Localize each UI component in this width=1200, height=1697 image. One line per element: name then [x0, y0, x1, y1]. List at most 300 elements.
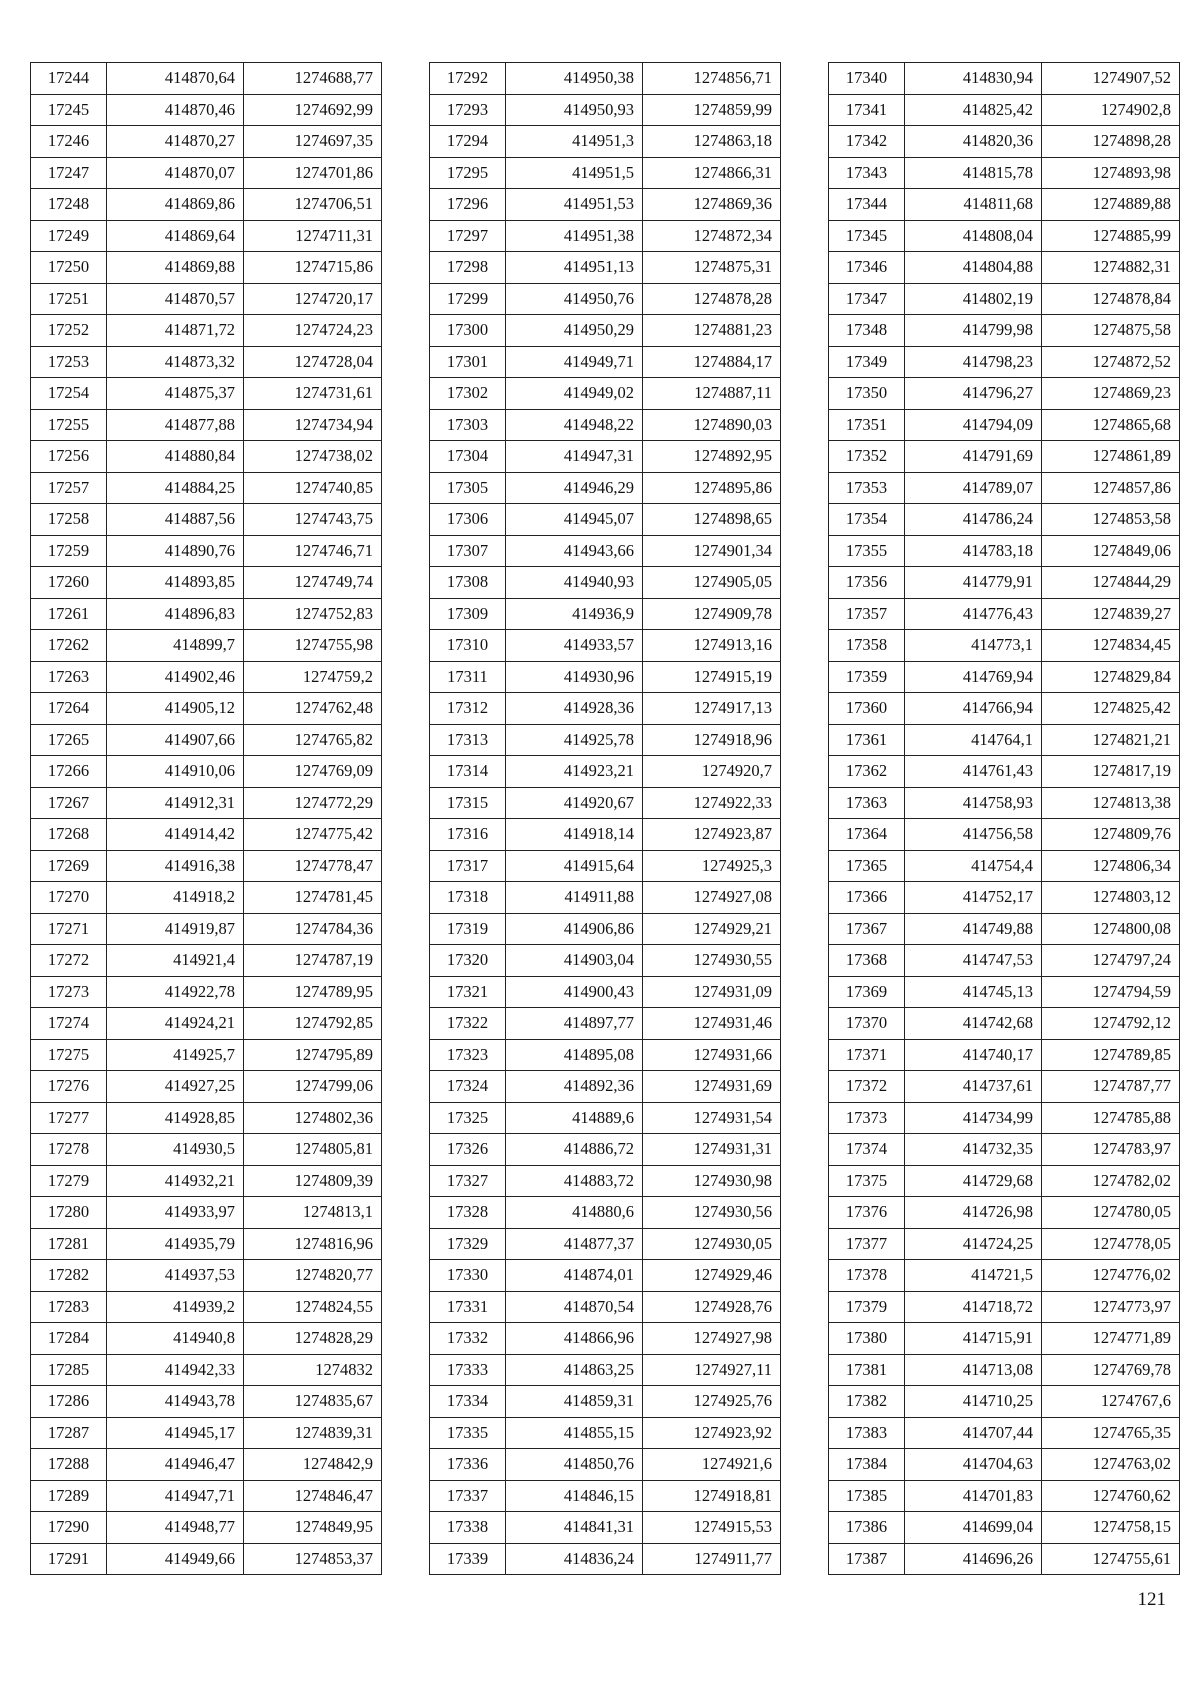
- y-coordinate-cell: 1274930,55: [643, 945, 781, 977]
- table-row: [31, 535, 382, 567]
- table-row: [31, 94, 382, 126]
- point-number-cell: 17299: [430, 283, 506, 315]
- x-coordinate-cell: 414949,66: [107, 1543, 244, 1575]
- x-coordinate-cell: 414699,04: [905, 1512, 1042, 1544]
- point-number-cell: 17378: [829, 1260, 905, 1292]
- table-row: [31, 1071, 382, 1103]
- y-coordinate-cell: 1274763,02: [1042, 1449, 1180, 1481]
- y-coordinate-cell: 1274706,51: [244, 189, 382, 221]
- y-coordinate-cell: 1274720,17: [244, 283, 382, 315]
- y-coordinate-cell: 1274921,6: [643, 1449, 781, 1481]
- table-row: [829, 189, 1180, 221]
- y-coordinate-cell: 1274769,78: [1042, 1354, 1180, 1386]
- x-coordinate-cell: 414874,01: [506, 1260, 643, 1292]
- table-row: [430, 346, 781, 378]
- x-coordinate-cell: 414855,15: [506, 1417, 643, 1449]
- x-coordinate-cell: 414870,07: [107, 157, 244, 189]
- point-number-cell: 17332: [430, 1323, 506, 1355]
- table-row: [829, 598, 1180, 630]
- table-row: [430, 850, 781, 882]
- y-coordinate-cell: 1274711,31: [244, 220, 382, 252]
- y-coordinate-cell: 1274898,65: [643, 504, 781, 536]
- point-number-cell: 17257: [31, 472, 107, 504]
- x-coordinate-cell: 414737,61: [905, 1071, 1042, 1103]
- x-coordinate-cell: 414732,35: [905, 1134, 1042, 1166]
- y-coordinate-cell: 1274849,95: [244, 1512, 382, 1544]
- point-number-cell: 17381: [829, 1354, 905, 1386]
- x-coordinate-cell: 414715,91: [905, 1323, 1042, 1355]
- x-coordinate-cell: 414850,76: [506, 1449, 643, 1481]
- x-coordinate-cell: 414905,12: [107, 693, 244, 725]
- point-number-cell: 17360: [829, 693, 905, 725]
- point-number-cell: 17244: [31, 63, 107, 95]
- x-coordinate-cell: 414890,76: [107, 535, 244, 567]
- x-coordinate-cell: 414921,4: [107, 945, 244, 977]
- x-coordinate-cell: 414761,43: [905, 756, 1042, 788]
- point-number-cell: 17270: [31, 882, 107, 914]
- x-coordinate-cell: 414902,46: [107, 661, 244, 693]
- x-coordinate-cell: 414950,93: [506, 94, 643, 126]
- y-coordinate-cell: 1274930,98: [643, 1165, 781, 1197]
- table-row: [430, 787, 781, 819]
- table-row: [31, 346, 382, 378]
- point-number-cell: 17338: [430, 1512, 506, 1544]
- point-number-cell: 17262: [31, 630, 107, 662]
- table-row: [31, 1134, 382, 1166]
- x-coordinate-cell: 414870,27: [107, 126, 244, 158]
- point-number-cell: 17380: [829, 1323, 905, 1355]
- point-number-cell: 17273: [31, 976, 107, 1008]
- point-number-cell: 17308: [430, 567, 506, 599]
- y-coordinate-cell: 1274785,88: [1042, 1102, 1180, 1134]
- y-coordinate-cell: 1274898,28: [1042, 126, 1180, 158]
- point-number-cell: 17356: [829, 567, 905, 599]
- point-number-cell: 17354: [829, 504, 905, 536]
- y-coordinate-cell: 1274795,89: [244, 1039, 382, 1071]
- table-row: [829, 315, 1180, 347]
- x-coordinate-cell: 414896,83: [107, 598, 244, 630]
- point-number-cell: 17293: [430, 94, 506, 126]
- y-coordinate-cell: 1274929,46: [643, 1260, 781, 1292]
- x-coordinate-cell: 414906,86: [506, 913, 643, 945]
- point-number-cell: 17335: [430, 1417, 506, 1449]
- table-row: [31, 378, 382, 410]
- table-row: [829, 945, 1180, 977]
- y-coordinate-cell: 1274856,71: [643, 63, 781, 95]
- x-coordinate-cell: 414796,27: [905, 378, 1042, 410]
- y-coordinate-cell: 1274866,31: [643, 157, 781, 189]
- point-number-cell: 17250: [31, 252, 107, 284]
- x-coordinate-cell: 414752,17: [905, 882, 1042, 914]
- table-row: [31, 283, 382, 315]
- y-coordinate-cell: 1274765,35: [1042, 1417, 1180, 1449]
- x-coordinate-cell: 414866,96: [506, 1323, 643, 1355]
- x-coordinate-cell: 414937,53: [107, 1260, 244, 1292]
- table-row: [31, 1354, 382, 1386]
- table-row: [430, 472, 781, 504]
- table-row: [31, 157, 382, 189]
- y-coordinate-cell: 1274829,84: [1042, 661, 1180, 693]
- x-coordinate-cell: 414802,19: [905, 283, 1042, 315]
- y-coordinate-cell: 1274875,58: [1042, 315, 1180, 347]
- point-number-cell: 17369: [829, 976, 905, 1008]
- x-coordinate-cell: 414933,97: [107, 1197, 244, 1229]
- point-number-cell: 17366: [829, 882, 905, 914]
- x-coordinate-cell: 414949,71: [506, 346, 643, 378]
- point-number-cell: 17365: [829, 850, 905, 882]
- table-row: [31, 630, 382, 662]
- table-row: [829, 756, 1180, 788]
- point-number-cell: 17384: [829, 1449, 905, 1481]
- point-number-cell: 17362: [829, 756, 905, 788]
- table-row: [31, 1480, 382, 1512]
- point-number-cell: 17296: [430, 189, 506, 221]
- x-coordinate-cell: 414947,71: [107, 1480, 244, 1512]
- y-coordinate-cell: 1274839,31: [244, 1417, 382, 1449]
- table-row: [430, 598, 781, 630]
- y-coordinate-cell: 1274892,95: [643, 441, 781, 473]
- point-number-cell: 17304: [430, 441, 506, 473]
- y-coordinate-cell: 1274792,85: [244, 1008, 382, 1040]
- y-coordinate-cell: 1274760,62: [1042, 1480, 1180, 1512]
- x-coordinate-cell: 414870,54: [506, 1291, 643, 1323]
- table-row: [430, 535, 781, 567]
- table-row: [430, 157, 781, 189]
- y-coordinate-cell: 1274789,95: [244, 976, 382, 1008]
- x-coordinate-cell: 414820,36: [905, 126, 1042, 158]
- table-row: [31, 693, 382, 725]
- table-row: [430, 1417, 781, 1449]
- table-row: [31, 1165, 382, 1197]
- point-number-cell: 17292: [430, 63, 506, 95]
- point-number-cell: 17359: [829, 661, 905, 693]
- y-coordinate-cell: 1274731,61: [244, 378, 382, 410]
- point-number-cell: 17260: [31, 567, 107, 599]
- point-number-cell: 17248: [31, 189, 107, 221]
- x-coordinate-cell: 414779,91: [905, 567, 1042, 599]
- y-coordinate-cell: 1274817,19: [1042, 756, 1180, 788]
- table-row: [31, 945, 382, 977]
- table-row: [430, 630, 781, 662]
- point-number-cell: 17279: [31, 1165, 107, 1197]
- y-coordinate-cell: 1274771,89: [1042, 1323, 1180, 1355]
- point-number-cell: 17287: [31, 1417, 107, 1449]
- point-number-cell: 17305: [430, 472, 506, 504]
- y-coordinate-cell: 1274832: [244, 1354, 382, 1386]
- x-coordinate-cell: 414707,44: [905, 1417, 1042, 1449]
- y-coordinate-cell: 1274925,3: [643, 850, 781, 882]
- x-coordinate-cell: 414918,2: [107, 882, 244, 914]
- x-coordinate-cell: 414811,68: [905, 189, 1042, 221]
- point-number-cell: 17355: [829, 535, 905, 567]
- table-row: [829, 472, 1180, 504]
- point-number-cell: 17259: [31, 535, 107, 567]
- y-coordinate-cell: 1274752,83: [244, 598, 382, 630]
- table-row: [829, 661, 1180, 693]
- x-coordinate-cell: 414951,53: [506, 189, 643, 221]
- point-number-cell: 17251: [31, 283, 107, 315]
- y-coordinate-cell: 1274784,36: [244, 913, 382, 945]
- x-coordinate-cell: 414749,88: [905, 913, 1042, 945]
- point-number-cell: 17322: [430, 1008, 506, 1040]
- x-coordinate-cell: 414925,78: [506, 724, 643, 756]
- point-number-cell: 17340: [829, 63, 905, 95]
- point-number-cell: 17330: [430, 1260, 506, 1292]
- point-number-cell: 17245: [31, 94, 107, 126]
- table-row: [31, 441, 382, 473]
- x-coordinate-cell: 414951,13: [506, 252, 643, 284]
- y-coordinate-cell: 1274844,29: [1042, 567, 1180, 599]
- table-row: [829, 819, 1180, 851]
- x-coordinate-cell: 414859,31: [506, 1386, 643, 1418]
- y-coordinate-cell: 1274869,23: [1042, 378, 1180, 410]
- y-coordinate-cell: 1274787,77: [1042, 1071, 1180, 1103]
- x-coordinate-cell: 414713,08: [905, 1354, 1042, 1386]
- x-coordinate-cell: 414947,31: [506, 441, 643, 473]
- table-row: [829, 441, 1180, 473]
- y-coordinate-cell: 1274911,77: [643, 1543, 781, 1575]
- x-coordinate-cell: 414928,36: [506, 693, 643, 725]
- y-coordinate-cell: 1274783,97: [1042, 1134, 1180, 1166]
- table-row: [430, 189, 781, 221]
- point-number-cell: 17284: [31, 1323, 107, 1355]
- table-row: [829, 1102, 1180, 1134]
- point-number-cell: 17307: [430, 535, 506, 567]
- x-coordinate-cell: 414863,25: [506, 1354, 643, 1386]
- table-row: [31, 1449, 382, 1481]
- point-number-cell: 17337: [430, 1480, 506, 1512]
- point-number-cell: 17385: [829, 1480, 905, 1512]
- point-number-cell: 17339: [430, 1543, 506, 1575]
- point-number-cell: 17349: [829, 346, 905, 378]
- x-coordinate-cell: 414870,46: [107, 94, 244, 126]
- table-row: [829, 1291, 1180, 1323]
- table-row: [430, 1071, 781, 1103]
- table-row: [430, 1197, 781, 1229]
- table-row: [829, 913, 1180, 945]
- table-row: [829, 94, 1180, 126]
- point-number-cell: 17331: [430, 1291, 506, 1323]
- point-number-cell: 17376: [829, 1197, 905, 1229]
- table-row: [31, 724, 382, 756]
- table-row: [430, 1449, 781, 1481]
- point-number-cell: 17249: [31, 220, 107, 252]
- y-coordinate-cell: 1274853,37: [244, 1543, 382, 1575]
- x-coordinate-cell: 414922,78: [107, 976, 244, 1008]
- x-coordinate-cell: 414951,5: [506, 157, 643, 189]
- point-number-cell: 17246: [31, 126, 107, 158]
- coordinate-table-2: [429, 62, 781, 1575]
- point-number-cell: 17364: [829, 819, 905, 851]
- x-coordinate-cell: 414930,96: [506, 661, 643, 693]
- y-coordinate-cell: 1274782,02: [1042, 1165, 1180, 1197]
- point-number-cell: 17280: [31, 1197, 107, 1229]
- y-coordinate-cell: 1274930,05: [643, 1228, 781, 1260]
- x-coordinate-cell: 414791,69: [905, 441, 1042, 473]
- table-row: [829, 1039, 1180, 1071]
- x-coordinate-cell: 414869,64: [107, 220, 244, 252]
- point-number-cell: 17342: [829, 126, 905, 158]
- y-coordinate-cell: 1274890,03: [643, 409, 781, 441]
- point-number-cell: 17326: [430, 1134, 506, 1166]
- point-number-cell: 17382: [829, 1386, 905, 1418]
- y-coordinate-cell: 1274806,34: [1042, 850, 1180, 882]
- table-row: [829, 1354, 1180, 1386]
- point-number-cell: 17317: [430, 850, 506, 882]
- x-coordinate-cell: 414951,38: [506, 220, 643, 252]
- y-coordinate-cell: 1274738,02: [244, 441, 382, 473]
- point-number-cell: 17295: [430, 157, 506, 189]
- page-number: 121: [1137, 1589, 1166, 1610]
- x-coordinate-cell: 414935,79: [107, 1228, 244, 1260]
- point-number-cell: 17266: [31, 756, 107, 788]
- point-number-cell: 17302: [430, 378, 506, 410]
- x-coordinate-cell: 414950,38: [506, 63, 643, 95]
- y-coordinate-cell: 1274889,88: [1042, 189, 1180, 221]
- x-coordinate-cell: 414936,9: [506, 598, 643, 630]
- y-coordinate-cell: 1274797,24: [1042, 945, 1180, 977]
- point-number-cell: 17263: [31, 661, 107, 693]
- y-coordinate-cell: 1274928,76: [643, 1291, 781, 1323]
- y-coordinate-cell: 1274781,45: [244, 882, 382, 914]
- x-coordinate-cell: 414871,72: [107, 315, 244, 347]
- table-row: [829, 1480, 1180, 1512]
- y-coordinate-cell: 1274778,05: [1042, 1228, 1180, 1260]
- table-row: [829, 1134, 1180, 1166]
- x-coordinate-cell: 414939,2: [107, 1291, 244, 1323]
- x-coordinate-cell: 414710,25: [905, 1386, 1042, 1418]
- x-coordinate-cell: 414945,17: [107, 1417, 244, 1449]
- point-number-cell: 17254: [31, 378, 107, 410]
- x-coordinate-cell: 414742,68: [905, 1008, 1042, 1040]
- table-row: [430, 819, 781, 851]
- point-number-cell: 17283: [31, 1291, 107, 1323]
- table-row: [829, 1449, 1180, 1481]
- table-row: [829, 1071, 1180, 1103]
- point-number-cell: 17303: [430, 409, 506, 441]
- y-coordinate-cell: 1274881,23: [643, 315, 781, 347]
- table-row: [829, 882, 1180, 914]
- point-number-cell: 17328: [430, 1197, 506, 1229]
- x-coordinate-cell: 414754,4: [905, 850, 1042, 882]
- point-number-cell: 17310: [430, 630, 506, 662]
- point-number-cell: 17368: [829, 945, 905, 977]
- table-row: [430, 441, 781, 473]
- x-coordinate-cell: 414948,77: [107, 1512, 244, 1544]
- table-row: [829, 1386, 1180, 1418]
- x-coordinate-cell: 414815,78: [905, 157, 1042, 189]
- y-coordinate-cell: 1274762,48: [244, 693, 382, 725]
- table-row: [829, 850, 1180, 882]
- x-coordinate-cell: 414933,57: [506, 630, 643, 662]
- point-number-cell: 17314: [430, 756, 506, 788]
- table-row: [430, 1102, 781, 1134]
- point-number-cell: 17348: [829, 315, 905, 347]
- table-row: [430, 1386, 781, 1418]
- y-coordinate-cell: 1274728,04: [244, 346, 382, 378]
- x-coordinate-cell: 414740,17: [905, 1039, 1042, 1071]
- point-number-cell: 17319: [430, 913, 506, 945]
- point-number-cell: 17269: [31, 850, 107, 882]
- y-coordinate-cell: 1274794,59: [1042, 976, 1180, 1008]
- y-coordinate-cell: 1274799,06: [244, 1071, 382, 1103]
- x-coordinate-cell: 414916,38: [107, 850, 244, 882]
- table-row: [31, 882, 382, 914]
- table-row: [31, 1417, 382, 1449]
- point-number-cell: 17375: [829, 1165, 905, 1197]
- point-number-cell: 17247: [31, 157, 107, 189]
- table-row: [829, 126, 1180, 158]
- x-coordinate-cell: 414927,25: [107, 1071, 244, 1103]
- y-coordinate-cell: 1274857,86: [1042, 472, 1180, 504]
- y-coordinate-cell: 1274800,08: [1042, 913, 1180, 945]
- x-coordinate-cell: 414940,8: [107, 1323, 244, 1355]
- point-number-cell: 17298: [430, 252, 506, 284]
- point-number-cell: 17343: [829, 157, 905, 189]
- x-coordinate-cell: 414903,04: [506, 945, 643, 977]
- point-number-cell: 17315: [430, 787, 506, 819]
- coordinate-table-3: [828, 62, 1180, 1575]
- y-coordinate-cell: 1274918,96: [643, 724, 781, 756]
- x-coordinate-cell: 414718,72: [905, 1291, 1042, 1323]
- point-number-cell: 17379: [829, 1291, 905, 1323]
- y-coordinate-cell: 1274931,69: [643, 1071, 781, 1103]
- x-coordinate-cell: 414880,6: [506, 1197, 643, 1229]
- x-coordinate-cell: 414769,94: [905, 661, 1042, 693]
- x-coordinate-cell: 414910,06: [107, 756, 244, 788]
- x-coordinate-cell: 414721,5: [905, 1260, 1042, 1292]
- y-coordinate-cell: 1274927,11: [643, 1354, 781, 1386]
- y-coordinate-cell: 1274688,77: [244, 63, 382, 95]
- y-coordinate-cell: 1274853,58: [1042, 504, 1180, 536]
- table-row: [829, 1323, 1180, 1355]
- x-coordinate-cell: 414889,6: [506, 1102, 643, 1134]
- point-number-cell: 17300: [430, 315, 506, 347]
- y-coordinate-cell: 1274925,76: [643, 1386, 781, 1418]
- point-number-cell: 17377: [829, 1228, 905, 1260]
- x-coordinate-cell: 414884,25: [107, 472, 244, 504]
- table-row: [430, 913, 781, 945]
- y-coordinate-cell: 1274697,35: [244, 126, 382, 158]
- x-coordinate-cell: 414870,64: [107, 63, 244, 95]
- table-row: [31, 1543, 382, 1575]
- point-number-cell: 17357: [829, 598, 905, 630]
- y-coordinate-cell: 1274901,34: [643, 535, 781, 567]
- x-coordinate-cell: 414942,33: [107, 1354, 244, 1386]
- table-row: [31, 598, 382, 630]
- y-coordinate-cell: 1274724,23: [244, 315, 382, 347]
- y-coordinate-cell: 1274927,08: [643, 882, 781, 914]
- point-number-cell: 17274: [31, 1008, 107, 1040]
- table-row: [430, 283, 781, 315]
- x-coordinate-cell: 414945,07: [506, 504, 643, 536]
- point-number-cell: 17350: [829, 378, 905, 410]
- x-coordinate-cell: 414912,31: [107, 787, 244, 819]
- table-row: [430, 315, 781, 347]
- table-row: [430, 945, 781, 977]
- point-number-cell: 17327: [430, 1165, 506, 1197]
- table-row: [31, 661, 382, 693]
- table-row: [31, 472, 382, 504]
- table-row: [430, 976, 781, 1008]
- x-coordinate-cell: 414758,93: [905, 787, 1042, 819]
- point-number-cell: 17316: [430, 819, 506, 851]
- point-number-cell: 17358: [829, 630, 905, 662]
- point-number-cell: 17268: [31, 819, 107, 851]
- point-number-cell: 17353: [829, 472, 905, 504]
- y-coordinate-cell: 1274789,85: [1042, 1039, 1180, 1071]
- y-coordinate-cell: 1274740,85: [244, 472, 382, 504]
